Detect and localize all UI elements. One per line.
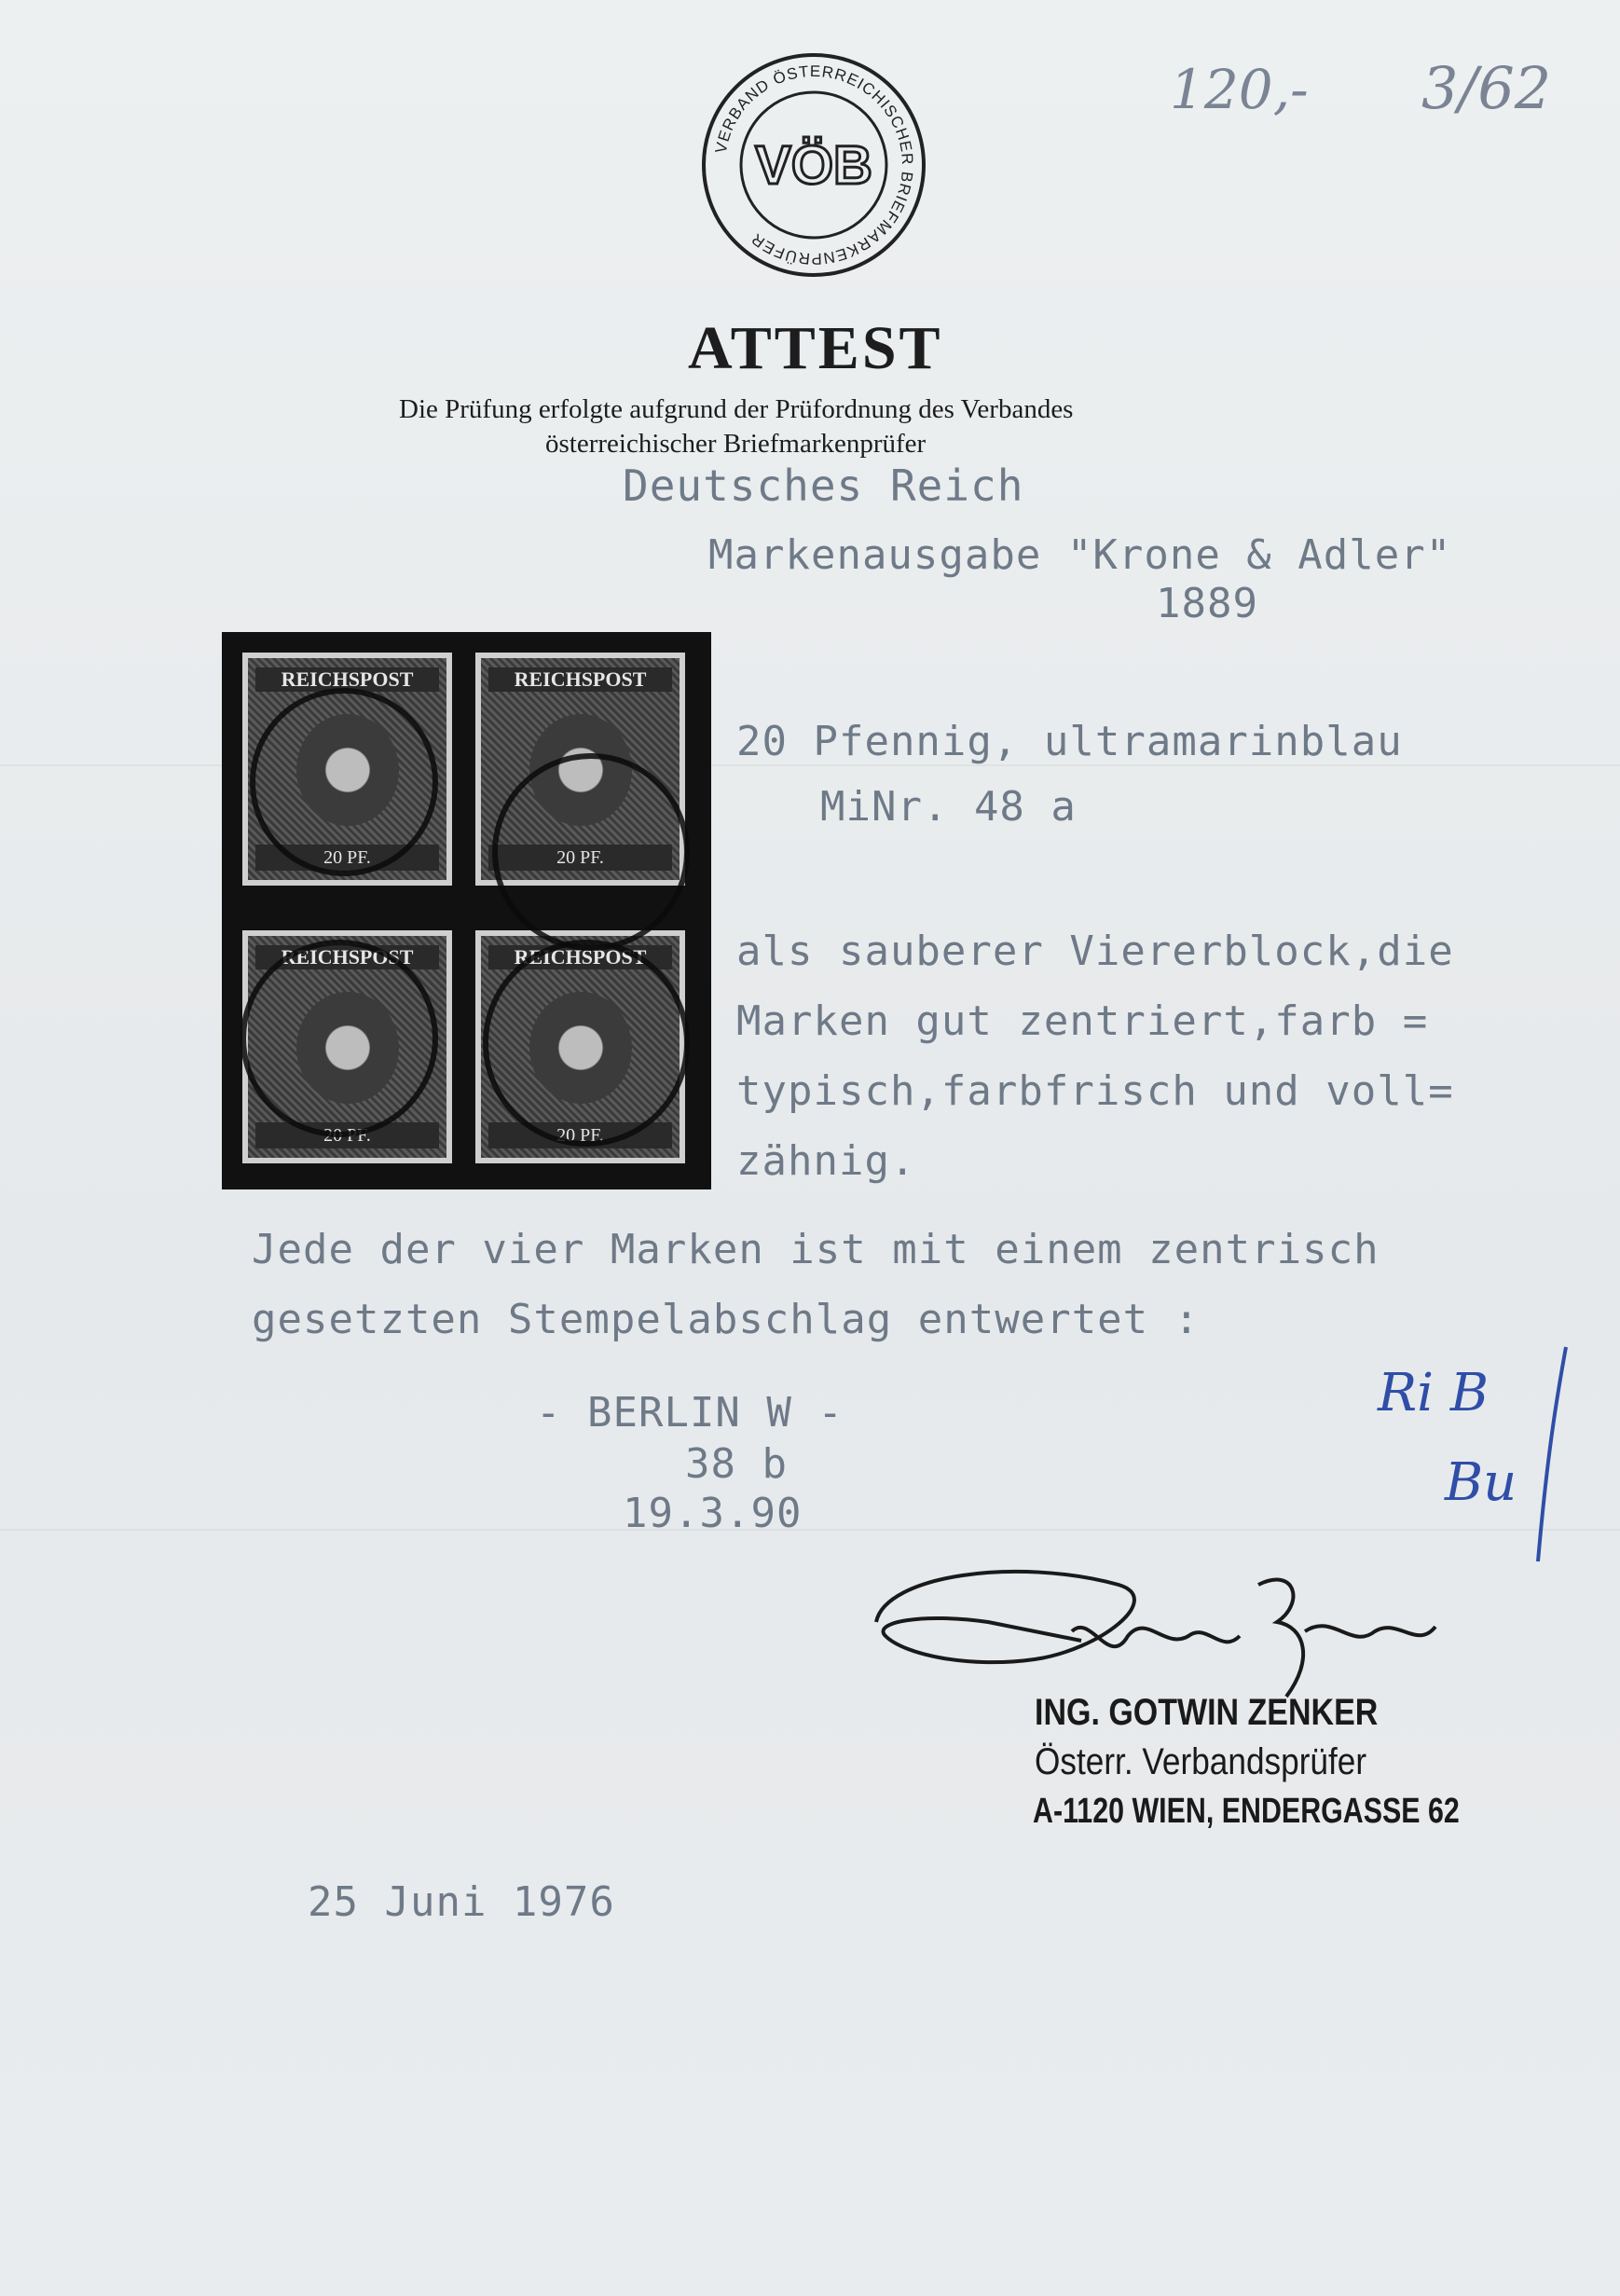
stamp-block-photo <box>222 632 711 1189</box>
country-line: Deutsches Reich <box>623 461 1024 511</box>
examiner-name: ING. GOTWIN ZENKER <box>1035 1692 1379 1733</box>
stamp-label-top: REICHSPOST <box>255 945 439 969</box>
paper-fold-line <box>0 1529 1620 1531</box>
seal-monogram: VÖB <box>755 135 872 196</box>
stamp-label-top: REICHSPOST <box>255 667 439 692</box>
postmark-cancel <box>492 753 690 951</box>
postmark-city: - BERLIN W - <box>536 1389 844 1437</box>
certificate-date: 25 Juni 1976 <box>308 1878 615 1926</box>
postmark-cancel <box>240 940 438 1137</box>
blue-handwritten-note-line2: Bu <box>1445 1452 1517 1513</box>
postmark-date: 19.3.90 <box>623 1490 803 1537</box>
catalogue-number: MiNr. 48 a <box>820 783 1077 831</box>
voeb-seal <box>697 48 930 282</box>
attest-subtitle-line2: österreichischer Briefmarkenprüfer <box>545 429 927 459</box>
examiner-address: A-1120 WIEN, ENDERGASSE 62 <box>1033 1792 1460 1831</box>
pencil-reference-note: 3/62 <box>1421 54 1552 122</box>
description-line3: typisch,farbfrisch und voll= <box>736 1067 1454 1115</box>
cancellation-line2: gesetzten Stempelabschlag entwertet : <box>252 1296 1201 1343</box>
denomination-line: 20 Pfennig, ultramarinblau <box>736 718 1403 765</box>
stamp-label-bottom: 20 PF. <box>255 1122 439 1148</box>
blue-pen-stroke <box>1519 1342 1575 1566</box>
description-line1: als sauberer Viererblock,die <box>736 928 1454 975</box>
attest-title: ATTEST <box>688 314 943 382</box>
seal-ring-text: VERBAND ÖSTERREICHISCHER BRIEFMARKENPRÜFER <box>711 62 917 268</box>
description-line2: Marken gut zentriert,farb = <box>736 997 1429 1045</box>
blue-handwritten-note-line1: Ri B <box>1378 1363 1490 1423</box>
postmark-cancel <box>483 940 690 1147</box>
postmark-cancel <box>250 688 438 876</box>
attest-subtitle-line1: Die Prüfung erfolgte aufgrund der Prüfordnung des Verbandes <box>399 394 1074 424</box>
stamp-label-bottom: 20 PF. <box>255 845 439 871</box>
postmark-code: 38 b <box>685 1440 788 1488</box>
stamp-label-bottom: 20 PF. <box>488 1122 672 1148</box>
stamp-label-top: REICHSPOST <box>488 945 672 969</box>
stamp-label-top: REICHSPOST <box>488 667 672 692</box>
issue-year: 1889 <box>1156 580 1258 627</box>
pencil-price-note: 120,- <box>1170 58 1309 121</box>
cancellation-line1: Jede der vier Marken ist mit einem zentrisch <box>252 1226 1380 1273</box>
description-line4: zähnig. <box>736 1137 916 1185</box>
handwritten-signature <box>867 1547 1445 1706</box>
examiner-role: Österr. Verbandsprüfer <box>1035 1741 1367 1782</box>
issue-line: Markenausgabe "Krone & Adler" <box>708 531 1452 579</box>
stamp-label-bottom: 20 PF. <box>488 845 672 871</box>
